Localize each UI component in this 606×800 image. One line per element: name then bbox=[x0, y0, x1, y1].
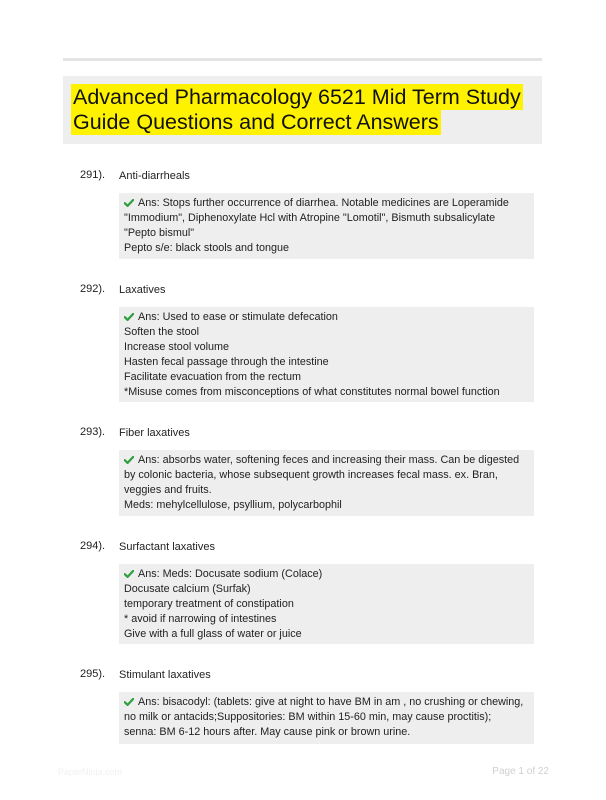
title-line-2: Guide Questions and Correct Answers bbox=[73, 110, 439, 134]
answer-line bbox=[124, 196, 528, 241]
question-text: Anti-diarrheals bbox=[119, 170, 190, 182]
answer-line: Give with a full glass of water or juice bbox=[124, 628, 302, 640]
question-text: Fiber laxatives bbox=[119, 427, 190, 439]
answer-line: *Misuse comes from misconceptions of what constitutes normal bowel function bbox=[124, 386, 500, 398]
answer-line bbox=[124, 310, 528, 325]
answer-box bbox=[119, 193, 534, 259]
answer-line bbox=[124, 567, 528, 582]
answer-text: Ans: Meds: Docusate sodium (Colace) bbox=[138, 568, 323, 580]
answer-line: Increase stool volume bbox=[124, 341, 230, 353]
answer-line bbox=[124, 453, 528, 498]
question-number: 293). bbox=[80, 426, 106, 438]
check-icon bbox=[124, 313, 134, 321]
title-line-1: Advanced Pharmacology 6521 Mid Term Study bbox=[73, 85, 521, 109]
check-icon bbox=[124, 698, 134, 706]
answer-line: Facilitate evacuation from the rectum bbox=[124, 371, 302, 383]
answer-line: Pepto s/e: black stools and tongue bbox=[124, 242, 290, 254]
question-text: Surfactant laxatives bbox=[119, 541, 215, 553]
answer-box bbox=[119, 450, 534, 516]
answer-line: Meds: mehylcellulose, psyllium, polycarbophil bbox=[124, 499, 342, 511]
question-text: Stimulant laxatives bbox=[119, 669, 211, 681]
title-banner bbox=[63, 76, 542, 144]
page-title bbox=[71, 85, 523, 135]
answer-line: senna: BM 6-12 hours after. May cause pink or brown urine. bbox=[124, 726, 411, 738]
answer-text: Ans: Stops further occurrence of diarrhea. Notable medicines are Loperamide "Immodium", Diphenoxylate Hcl with Atropine "Lomotil", Bismuth subsalicylate "Pepto bismul" bbox=[124, 197, 509, 239]
question-number: 292). bbox=[80, 283, 106, 295]
answer-box bbox=[119, 692, 534, 744]
question-text: Laxatives bbox=[119, 284, 166, 296]
check-icon bbox=[124, 570, 134, 578]
check-icon bbox=[124, 199, 134, 207]
answer-line: temporary treatment of constipation bbox=[124, 598, 294, 610]
footer-watermark: PaperNinja.com bbox=[58, 767, 123, 777]
answer-text: Ans: Used to ease or stimulate defecation bbox=[138, 311, 338, 323]
answer-line bbox=[124, 695, 528, 725]
answer-line: Soften the stool bbox=[124, 326, 200, 338]
question-number: 295). bbox=[80, 668, 106, 680]
answer-box bbox=[119, 564, 534, 644]
answer-text: Ans: absorbs water, softening feces and increasing their mass. Can be digested by colonic bacteria, whose subsequent growth increases fecal mass. ex. Bran, veggies and fruits. bbox=[124, 454, 520, 496]
check-icon bbox=[124, 456, 134, 464]
answer-line: Docusate calcium (Surfak) bbox=[124, 583, 251, 595]
question-number: 294). bbox=[80, 540, 106, 552]
answer-text: Ans: bisacodyl: (tablets: give at night to have BM in am , no crushing or chewing, no milk or antacids;Suppositories: BM within 15-60 min, may cause proctitis); bbox=[124, 696, 524, 723]
page-number: Page 1 of 22 bbox=[492, 766, 549, 777]
answer-box bbox=[119, 307, 534, 402]
answer-line: * avoid if narrowing of intestines bbox=[124, 613, 277, 625]
question-number: 291). bbox=[80, 169, 106, 181]
answer-line: Hasten fecal passage through the intestine bbox=[124, 356, 329, 368]
top-divider bbox=[63, 58, 542, 61]
